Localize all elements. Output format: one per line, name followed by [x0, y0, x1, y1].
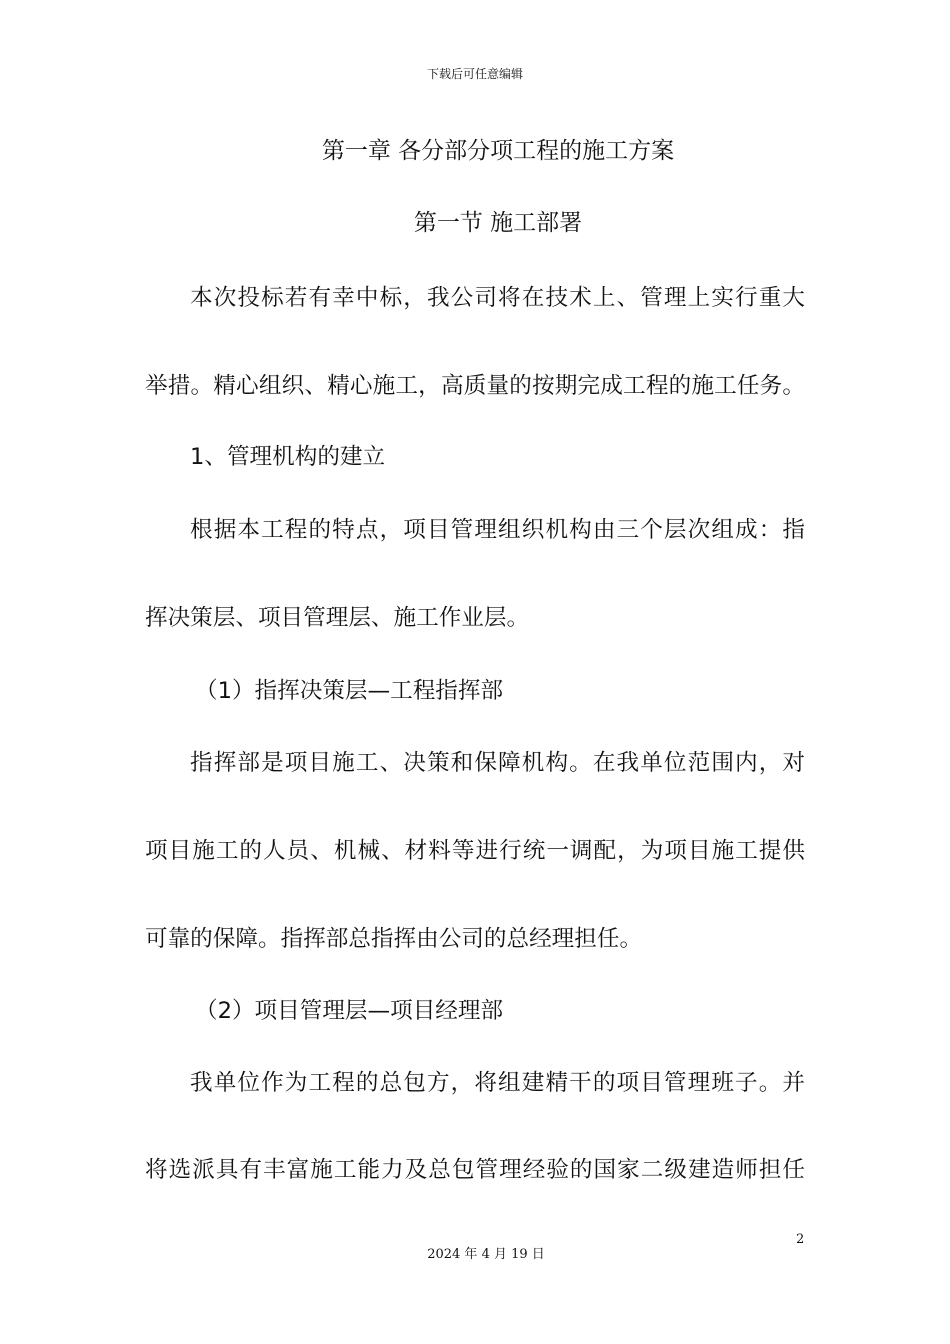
paragraph-line: 可靠的保障。指挥部总指挥由公司的总经理担任。	[145, 926, 643, 952]
header-note: 下载后可任意编辑	[426, 67, 523, 81]
paragraph-line: 项目施工的人员、机械、材料等进行统一调配，为项目施工提供	[145, 838, 805, 864]
list-heading: 1、管理机构的建立	[190, 444, 386, 470]
paragraph-line: 将选派具有丰富施工能力及总包管理经验的国家二级建造师担任	[145, 1157, 805, 1183]
section-title: 第一节 施工部署	[413, 210, 583, 236]
paragraph-line: 根据本工程的特点，项目管理组织机构由三个层次组成：指	[190, 517, 805, 543]
sub-heading: （1）指挥决策层—工程指挥部	[195, 678, 504, 704]
paragraph-line: 我单位作为工程的总包方，将组建精干的项目管理班子。并	[190, 1070, 805, 1096]
paragraph-line: 本次投标若有幸中标，我公司将在技术上、管理上实行重大	[190, 285, 805, 311]
footer-date: 2024 年 4 月 19 日	[427, 1247, 545, 1262]
chapter-title: 第一章 各分部分项工程的施工方案	[321, 138, 675, 164]
paragraph-line: 举措。精心组织、精心施工，高质量的按期完成工程的施工任务。	[145, 373, 805, 399]
sub-heading: （2）项目管理层—项目经理部	[195, 998, 504, 1024]
paragraph-line: 指挥部是项目施工、决策和保障机构。在我单位范围内，对	[190, 750, 805, 776]
paragraph-line: 挥决策层、项目管理层、施工作业层。	[145, 605, 530, 631]
page-number: 2	[796, 1232, 805, 1247]
